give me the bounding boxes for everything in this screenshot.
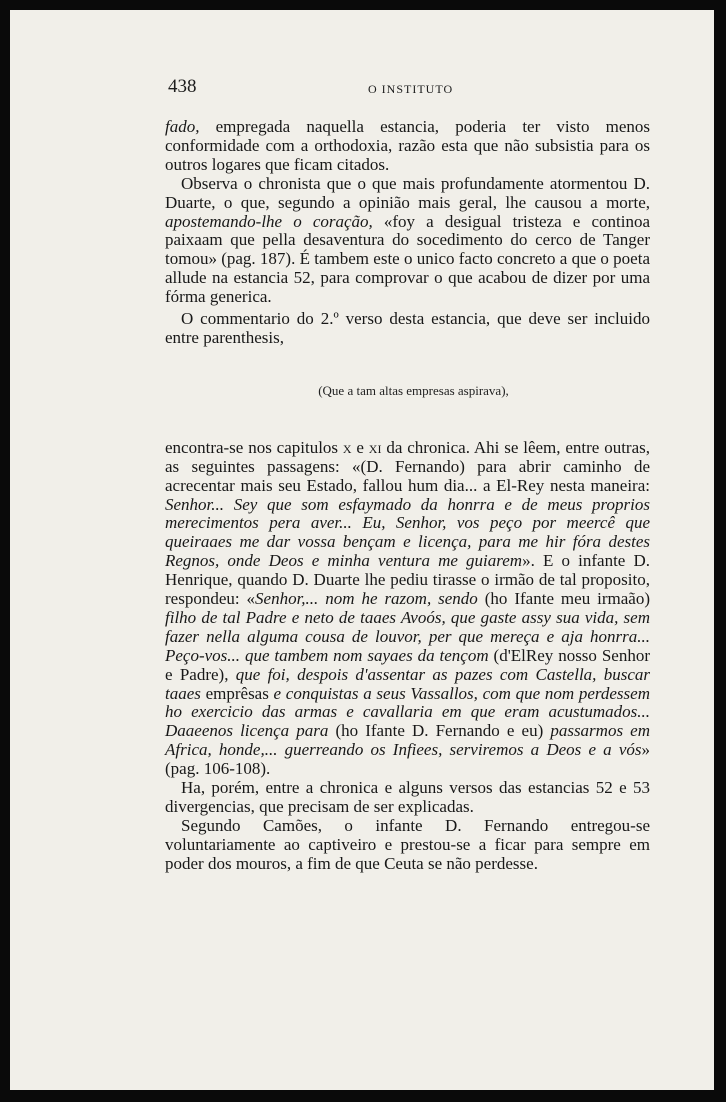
body-text: ». E o infante D. Henrique, quando D. Duarte lhe pediu tirasse o irmão de tal proposito, respondeu: «	[165, 551, 651, 609]
italic-quote: que foi, despois d'assentar as pazes com Castella, buscar taaes	[165, 664, 650, 703]
chapter-numeral: xi	[368, 437, 382, 457]
paragraph-4	[165, 439, 650, 779]
body-text: e	[351, 437, 369, 457]
body-text: » (pag. 106-108).	[165, 740, 650, 779]
paragraph-1	[165, 118, 650, 175]
page-body	[165, 118, 650, 874]
paragraph-6: Segundo Camões, o infante D. Fernando entregou-se voluntariamente ao captiveiro e prestou-se a ficar para sempre em poder dos mouros, a fim de que Ceuta se não perdesse.	[165, 815, 650, 873]
body-text: encontra-se nos capitulos	[165, 437, 343, 457]
running-title: O INSTITUTO	[368, 82, 454, 96]
paragraph-5: Ha, porém, entre a chronica e alguns versos das estancias 52 e 53 divergencias, que precisam de ser explicadas.	[165, 778, 650, 816]
body-text: emprêsas	[200, 683, 274, 703]
body-text: (ho Ifante meu irmaão)	[477, 589, 650, 609]
italic-text: apostemando-lhe o coração,	[165, 211, 373, 231]
body-text: «foy a desigual tristeza e continoa paixaam que pella desaventura do socedimento do cerco de Tanger tomou» (pag. 187). É tambem este o unico facto concreto a que o poeta allude na estancia 52, para comprovar o que acabou de dizer por uma fórma generica.	[165, 211, 650, 307]
book-page	[10, 10, 714, 1090]
body-text: empregada naquella estancia, poderia ter visto menos conformidade com a orthodoxia, razão esta que não subsistia para os outros logares que ficam citados.	[165, 117, 650, 174]
page-header	[168, 76, 648, 106]
paragraph-3: O commentario do 2.º verso desta estancia, que deve ser incluido entre parenthesis,	[165, 309, 650, 347]
italic-quote: Senhor,... nom he razom, sendo	[255, 589, 478, 609]
body-text: (ho Ifante D. Fernando e eu)	[328, 721, 551, 741]
italic-quote: Senhor... Sey que som esfaymado da honrra e de meus proprios merecimentos pera aver... Eu, Senhor, vos peço por meercê que queiraaes me dar vossa bençam e licença, para me hir fóra destes Regnos, onde Deos e minha ventura me guiarem	[165, 494, 650, 571]
paragraph-2	[165, 175, 650, 307]
body-text: (d'ElRey nosso Senhor e Padre),	[165, 645, 651, 684]
italic-quote: passarmos em Africa, honde,... guerreando os Infiees, serviremos a Deos e a vós	[165, 721, 650, 760]
italic-text: fado,	[165, 117, 200, 136]
chapter-numeral: x	[342, 437, 352, 457]
italic-quote: filho de tal Padre e neto de taaes Avoós, que gaste assy sua vida, sem fazer nella alguma cousa de louvor, per que mereça e aja honrra... Peço-vos... que tambem nom sayaes da tençom	[165, 607, 650, 665]
page-number: 438	[168, 76, 197, 97]
verse-quote: (Que a tam altas empresas aspirava),	[318, 382, 509, 398]
body-text: Observa o chronista que o que mais profundamente atormentou D. Duarte, o que, segundo a opinião mais geral, lhe causou a morte,	[165, 173, 650, 212]
italic-quote: e conquistas a seus Vassallos, com que nom perdessem ho exercicio das armas e cavallaria em que eram acustumados... Daaeenos licença para	[165, 683, 650, 741]
body-text: da chronica. Ahi se lêem, entre outras, as seguintes passagens: «(D. Fernando) para abrir caminho de acrecentar mais seu Estado, fallou hum dia... a El-Rey nesta maneira:	[165, 437, 650, 495]
